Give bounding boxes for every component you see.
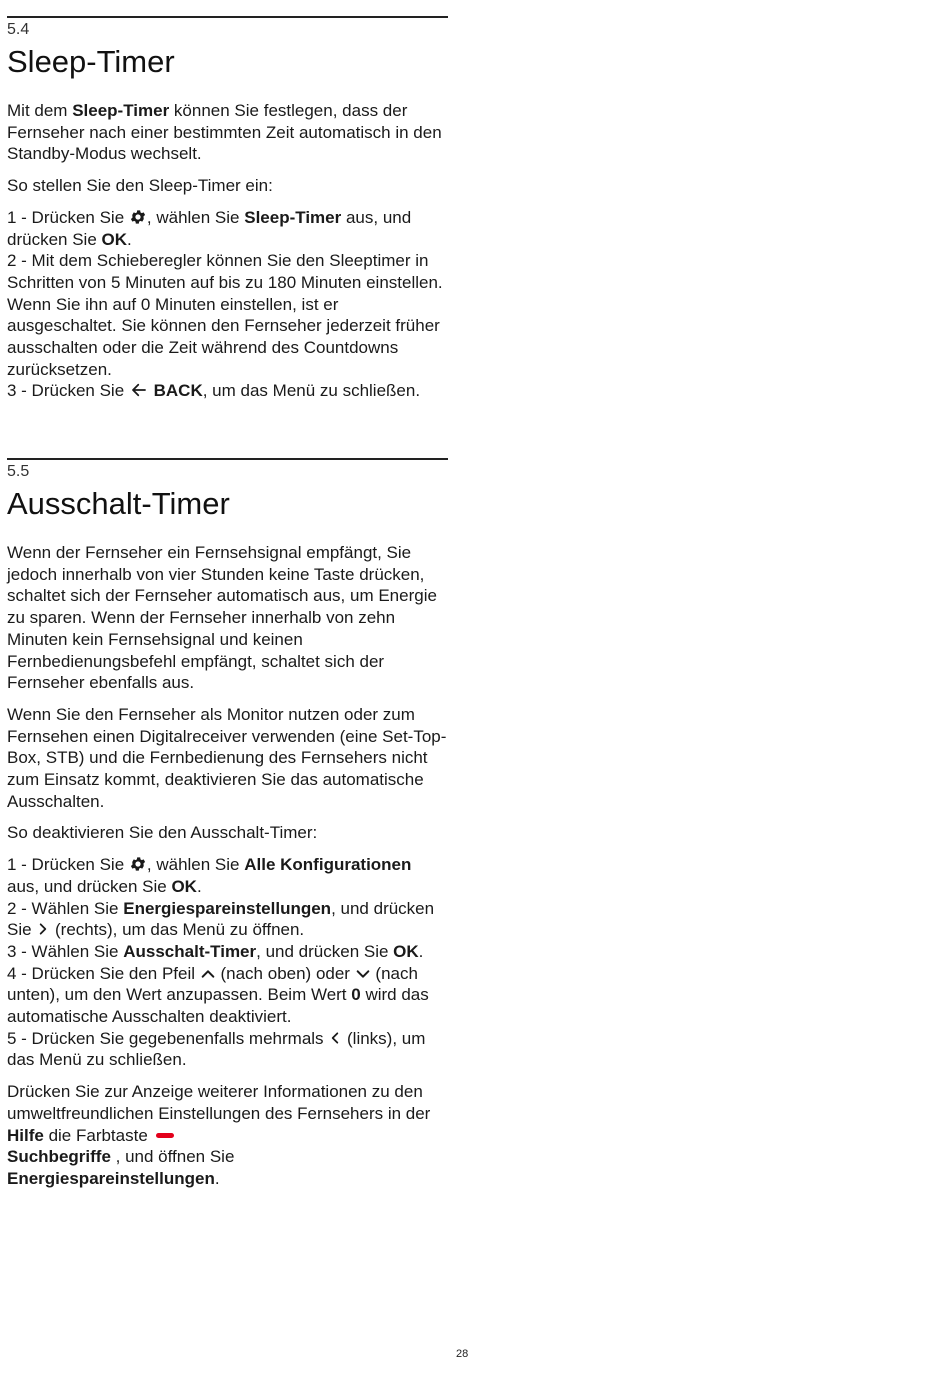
gear-icon [129,208,147,226]
step-2: 2 - Mit dem Schieberegler können Sie den Sleeptimer in Schritten von 5 Minuten auf bis zu 180 Minuten einstellen. Wenn Sie ihn auf 0 Minuten einstellen, ist er ausgeschaltet. Sie können den Fernseher jederzeit früher ausschalten oder die Zeit während des Countdowns zurücksetzen. [7,251,443,379]
gear-icon [129,855,147,873]
intro-paragraph: Mit dem Sleep-Timer können Sie festlegen, dass der Fernseher nach einer bestimmten Zeit automatisch in den Standby-Modus wechselt. [7,101,442,164]
back-arrow-icon [129,381,149,399]
step-5: 5 - Drücken Sie gegebenenfalls mehrmals (links), um das Menü zu schließen. [7,1028,426,1070]
step-2: 2 - Wählen Sie Energiespareinstellungen, und drücken Sie (rechts), um das Menü zu öffnen. [7,898,435,940]
section-divider [7,458,448,460]
section-number: 5.5 [7,463,30,480]
chevron-right-icon [36,920,50,938]
section-title: Ausschalt-Timer [7,486,230,521]
chevron-up-icon [200,966,216,982]
step-1: 1 - Drücken Sie , wählen Sie Sleep-Timer aus, und drücken Sie OK. [7,207,412,249]
step-1: 1 - Drücken Sie , wählen Sie Alle Konfigurationen aus, und drücken Sie OK. [7,855,412,896]
step-4: 4 - Drücken Sie den Pfeil (nach oben) oder (nach unten), um den Wert anzupassen. Beim Wert 0 wird das automatische Ausschalten deaktiviert. [7,963,429,1027]
section-divider [7,16,448,18]
section-ausschalt-timer [7,458,448,1190]
chevron-down-icon [355,966,371,982]
section-title: Sleep-Timer [7,44,175,79]
howto-text: So deaktivieren Sie den Ausschalt-Timer: [7,823,318,843]
howto-text: So stellen Sie den Sleep-Timer ein: [7,176,273,196]
paragraph-1: Wenn der Fernseher ein Fernsehsignal empfängt, Sie jedoch innerhalb von vier Stunden keine Taste drücken, schaltet sich der Fernseher automatisch aus, um Energie zu sparen. Wenn der Fernseher innerhalb von zehn Minuten kein Fernsehsignal und keinen Fernbedienungsbefehl empfängt, schaltet sich der Fernseher ebenfalls aus. [7,543,437,693]
paragraph-2: Wenn Sie den Fernseher als Monitor nutzen oder zum Fernsehen einen Digitalreceiver verwenden (eine Set-Top-Box, STB) und die Fernbedienung des Fernsehers nicht zum Einsatz kommt, deaktivieren Sie das automatische Ausschalten. [7,704,447,811]
section-sleep-timer [7,16,448,402]
chevron-left-icon [328,1029,342,1047]
page-number: 28 [456,1348,469,1360]
red-color-key-icon [156,1133,174,1138]
paragraph-3: Drücken Sie zur Anzeige weiterer Informationen zu den umweltfreundlichen Einstellungen des Fernsehers in der Hilfe die Farbtaste Suchbegriffe , und öffnen Sie Energiespareinstellungen. [7,1082,431,1188]
step-3: 3 - Drücken Sie BACK, um das Menü zu schließen. [7,381,421,401]
step-3: 3 - Wählen Sie Ausschalt-Timer, und drücken Sie OK. [7,941,424,961]
section-number: 5.4 [7,21,30,38]
